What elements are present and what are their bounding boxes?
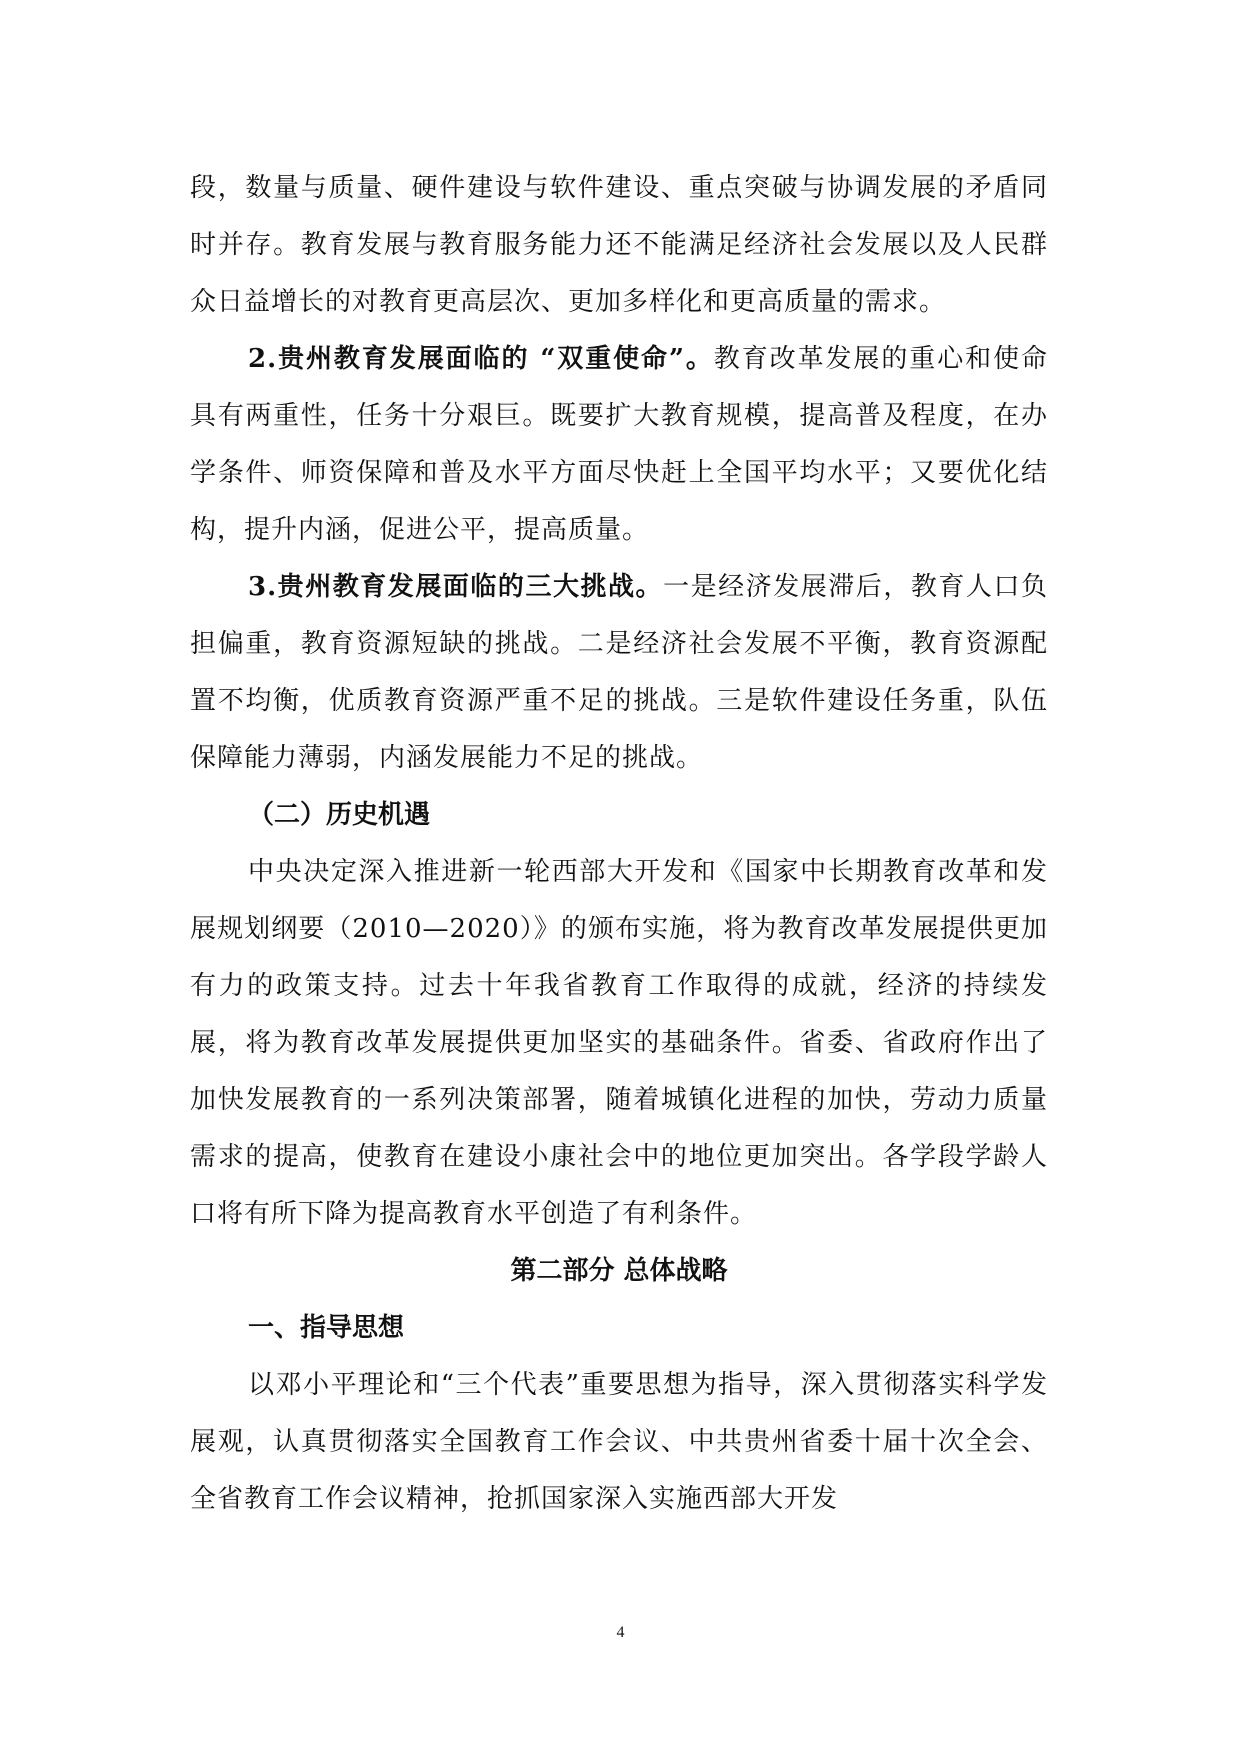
item-2-body: 教育改革发展的重心和使命具有两重性，任务十分艰巨。既要扩大教育规模，提高普及程度，在办学条件、师资保障和普及水平方面尽快赶上全国平均水平；又要优化结构，提升内涵，促进公平，提高质量。 [190,344,1048,545]
paragraph-historic-opportunity: 中央决定深入推进新一轮西部大开发和《国家中长期教育改革和发展规划纲要（2010—2020）》的颁布实施，将为教育改革发展提供更加有力的政策支持。过去十年我省教育工作取得的成就，经济的持续发展，将为教育改革发展提供更加坚实的基础条件。省委、省政府作出了加快发展教育的一系列决策部署，随着城镇化进程的加快，劳动力质量需求的提高，使教育在建设小康社会中的地位更加突出。各学段学龄人口将有所下降为提高教育水平创造了有利条件。 [190,857,1048,1229]
page-number: 4 [616,1624,625,1641]
document-body [190,160,1048,1528]
paragraph-guiding-thought: 以邓小平理论和“三个代表”重要思想为指导，深入贯彻落实科学发展观，认真贯彻落实全国教育工作会议、中共贵州省委十届十次全会、全省教育工作会议精神，抢抓国家深入实施西部大开发 [190,1370,1048,1514]
item-3-body: 一是经济发展滞后，教育人口负担偏重，教育资源短缺的挑战。二是经济社会发展不平衡，教育资源配置不均衡，优质教育资源严重不足的挑战。三是软件建设任务重，队伍保障能力薄弱，内涵发展能力不足的挑战。 [190,572,1048,773]
paragraph-three-challenges [190,559,1048,787]
item-3-title: 3.贵州教育发展面临的三大挑战。 [248,572,664,602]
part-heading: 第二部分 总体战略 [510,1256,728,1286]
paragraph-continued: 段，数量与质量、硬件建设与软件建设、重点突破与协调发展的矛盾同时并存。教育发展与教育服务能力还不能满足经济社会发展以及人民群众日益增长的对教育更高层次、更加多样化和更高质量的需求。 [190,173,1048,317]
item-2-title: 2.贵州教育发展面临的 “双重使命”。 [248,344,714,374]
paragraph-dual-mission [190,331,1048,559]
section-heading: 一、指导思想 [248,1313,405,1343]
subsection-heading: （二）历史机遇 [248,800,431,830]
